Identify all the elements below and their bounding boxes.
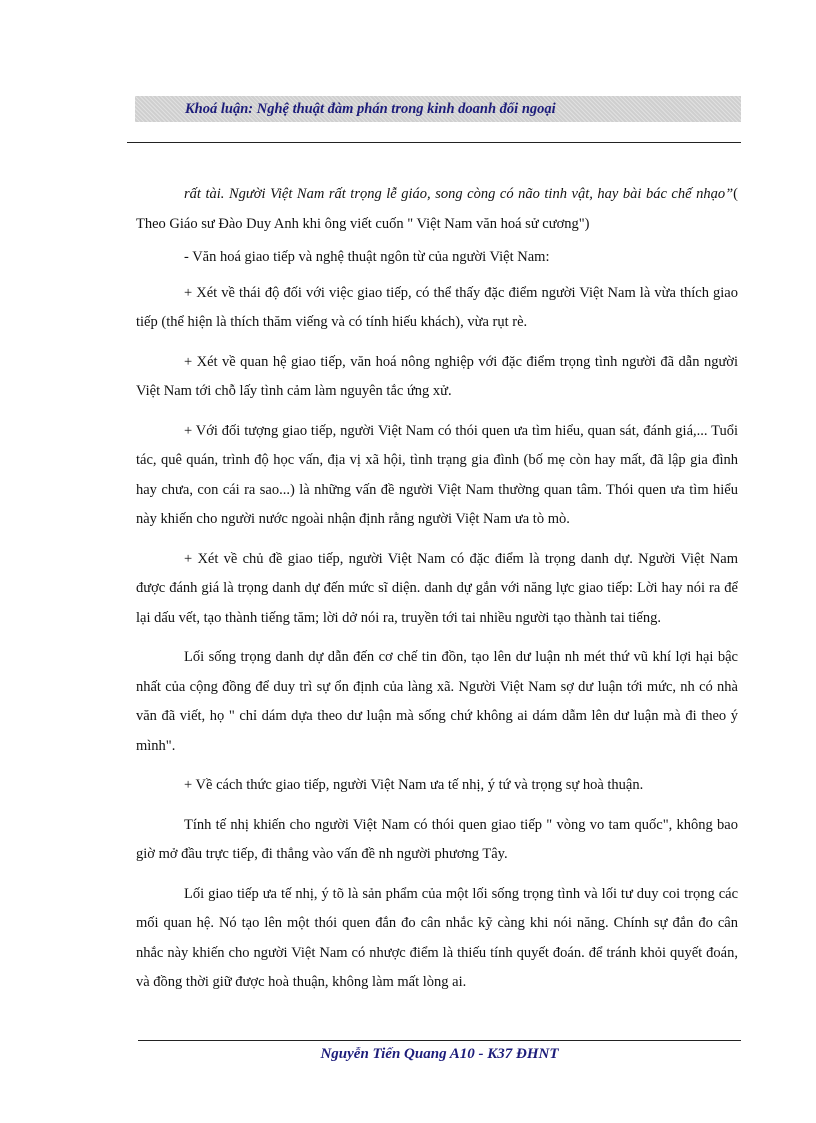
- paragraph-9: Tính tế nhị khiến cho người Việt Nam có thói quen giao tiếp " vòng vo tam quốc", không bao giờ mở đầu trực tiếp, đi thẳng vào vấn đề nh người phương Tây.: [136, 816, 738, 862]
- quote-italic: rất tài. Người Việt Nam rất trọng lễ giáo, song còng có não tinh vật, hay bài bác chế nhạo”: [184, 186, 734, 202]
- paragraph-3: + Xét về thái độ đối với việc giao tiếp, có thể thấy đặc điểm người Việt Nam là vừa thích giao tiếp (thể hiện là thích thăm viếng và có tính hiếu khách), vừa rụt rè.: [136, 284, 738, 330]
- paragraph-10: Lối giao tiếp ưa tế nhị, ý tõ là sản phẩm của một lối sống trọng tình và lối tư duy coi trọng các mối quan hệ. Nó tạo lên một thói quen đắn đo cân nhắc kỹ càng khi nói năng. Chính sự đắn đo cân nhắc này khiến cho người Việt Nam có nhược điểm là thiếu tính quyết đoán. để tránh khỏi quyết đoán, và đồng thời giữ được hoà thuận, không làm mất lòng ai.: [136, 885, 738, 990]
- page-header: [135, 96, 741, 122]
- paragraph-8: + Về cách thức giao tiếp, người Việt Nam ưa tế nhị, ý tứ và trọng sự hoà thuận.: [184, 777, 644, 793]
- paragraph-7: Lối sống trọng danh dự dẫn đến cơ chế tin đồn, tạo lên dư luận nh mét thứ vũ khí lợi hại bậc nhất của cộng đồng để duy trì sự ổn định của làng xã. Người Việt Nam sợ dư luận tới mức, nh có nhà văn đã viết, họ " chỉ dám dựa theo dư luận mà sống chứ không ai dám dẫm lên dư luận mà đi theo ý mình".: [136, 649, 738, 754]
- document-body: [136, 180, 738, 1008]
- paragraph-4: + Xét về quan hệ giao tiếp, văn hoá nông nghiệp với đặc điểm trọng tình người đã dẫn người Việt Nam tới chỗ lấy tình cảm làm nguyên tắc ứng xử.: [136, 353, 738, 399]
- header-rule: [127, 142, 741, 143]
- footer-author: Nguyễn Tiến Quang A10 - K37 ĐHNT: [320, 1046, 559, 1062]
- paragraph-6: + Xét về chủ đề giao tiếp, người Việt Nam có đặc điểm là trọng danh dự. Người Việt Nam được đánh giá là trọng danh dự đến mức sĩ diện. danh dự gắn với năng lực giao tiếp: Lời hay nói ra để lại dấu vết, tạo thành tiếng tăm; lời dở nói ra, truyền tới tai nhiều người tạo thành tai tiếng.: [136, 550, 738, 626]
- quote-source: ( Theo Giáo sư Đào Duy Anh khi ông viết cuốn " Việt Nam văn hoá sử cương"): [136, 186, 738, 232]
- paragraph-2: - Văn hoá giao tiếp và nghệ thuật ngôn từ của người Việt Nam:: [184, 249, 550, 265]
- paragraph-1: [136, 180, 738, 239]
- paragraph-5: + Với đối tượng giao tiếp, người Việt Nam có thói quen ưa tìm hiểu, quan sát, đánh giá,... Tuổi tác, quê quán, trình độ học vấn, địa vị xã hội, tình trạng gia đình (bố mẹ còn hay mất, đã lập gia đình hay chưa, con cái ra sao...) là những vấn đề người Việt Nam thường quan tâm. Thói quen ưa tìm hiểu này khiến cho người nước ngoài nhận định rằng người Việt Nam ưa tò mò.: [136, 422, 738, 527]
- footer-rule: [138, 1040, 741, 1041]
- header-title: Khoá luận: Nghệ thuật đàm phán trong kinh doanh đối ngoại: [185, 101, 556, 117]
